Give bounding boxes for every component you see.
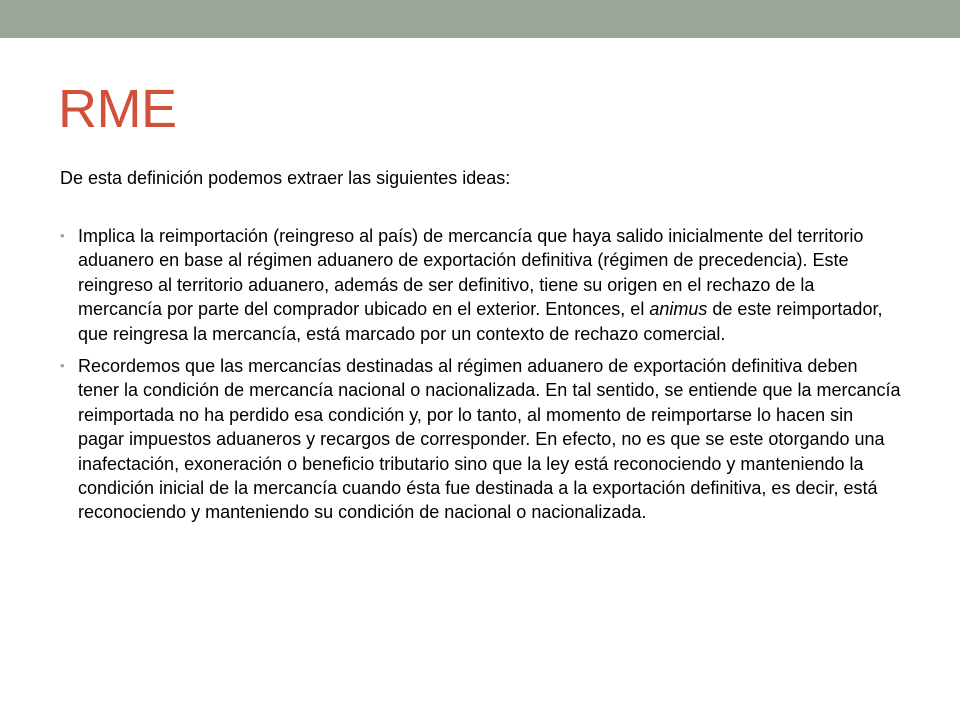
bullet-text: Recordemos que las mercancías destinadas al régimen aduanero de exportación definitiva deben tener la condición de mercancía nacional o nacionalizada. En tal sentido, se entiende que la mercancía reimportada no ha perdido esa condición y, por lo tanto, al momento de reimportarse lo hacen sin pagar impuestos aduaneros y recargos de corresponder. En efecto, no es que se este otorgando una inafectación, exoneración o beneficio tributario sino que la ley está reconociendo y manteniendo la condición inicial de la mercancía cuando ésta fue destinada a la exportación definitiva, es decir, está reconociendo y manteniendo su condición de nacional o nacionalizada. bbox=[78, 356, 901, 523]
bullet-icon: • bbox=[60, 228, 65, 243]
top-accent-bar bbox=[0, 0, 960, 38]
emphasis-text: animus bbox=[649, 299, 708, 320]
intro-text: De esta definición podemos extraer las siguientes ideas: bbox=[60, 168, 511, 188]
slide-title: RME bbox=[58, 79, 177, 139]
bullet-list bbox=[60, 224, 902, 533]
bullet-text-part: de este reimportador, que reingresa la mercancía, está marcado por un contexto de rechazo comercial. bbox=[78, 299, 883, 344]
list-item bbox=[60, 224, 902, 346]
bullet-text-part: Implica la reimportación (reingreso al país) de mercancía que haya salido inicialmente del territorio aduanero en base al régimen aduanero de exportación definitiva (régimen de precedencia). Este reingreso al territorio aduanero, además de ser definitivo, tiene su origen en el rechazo de la mercancía por parte del comprador ubicado en el exterior. Entonces, el bbox=[78, 226, 864, 320]
bullet-text bbox=[78, 226, 882, 344]
bullet-icon: • bbox=[60, 358, 65, 374]
list-item bbox=[60, 354, 902, 525]
